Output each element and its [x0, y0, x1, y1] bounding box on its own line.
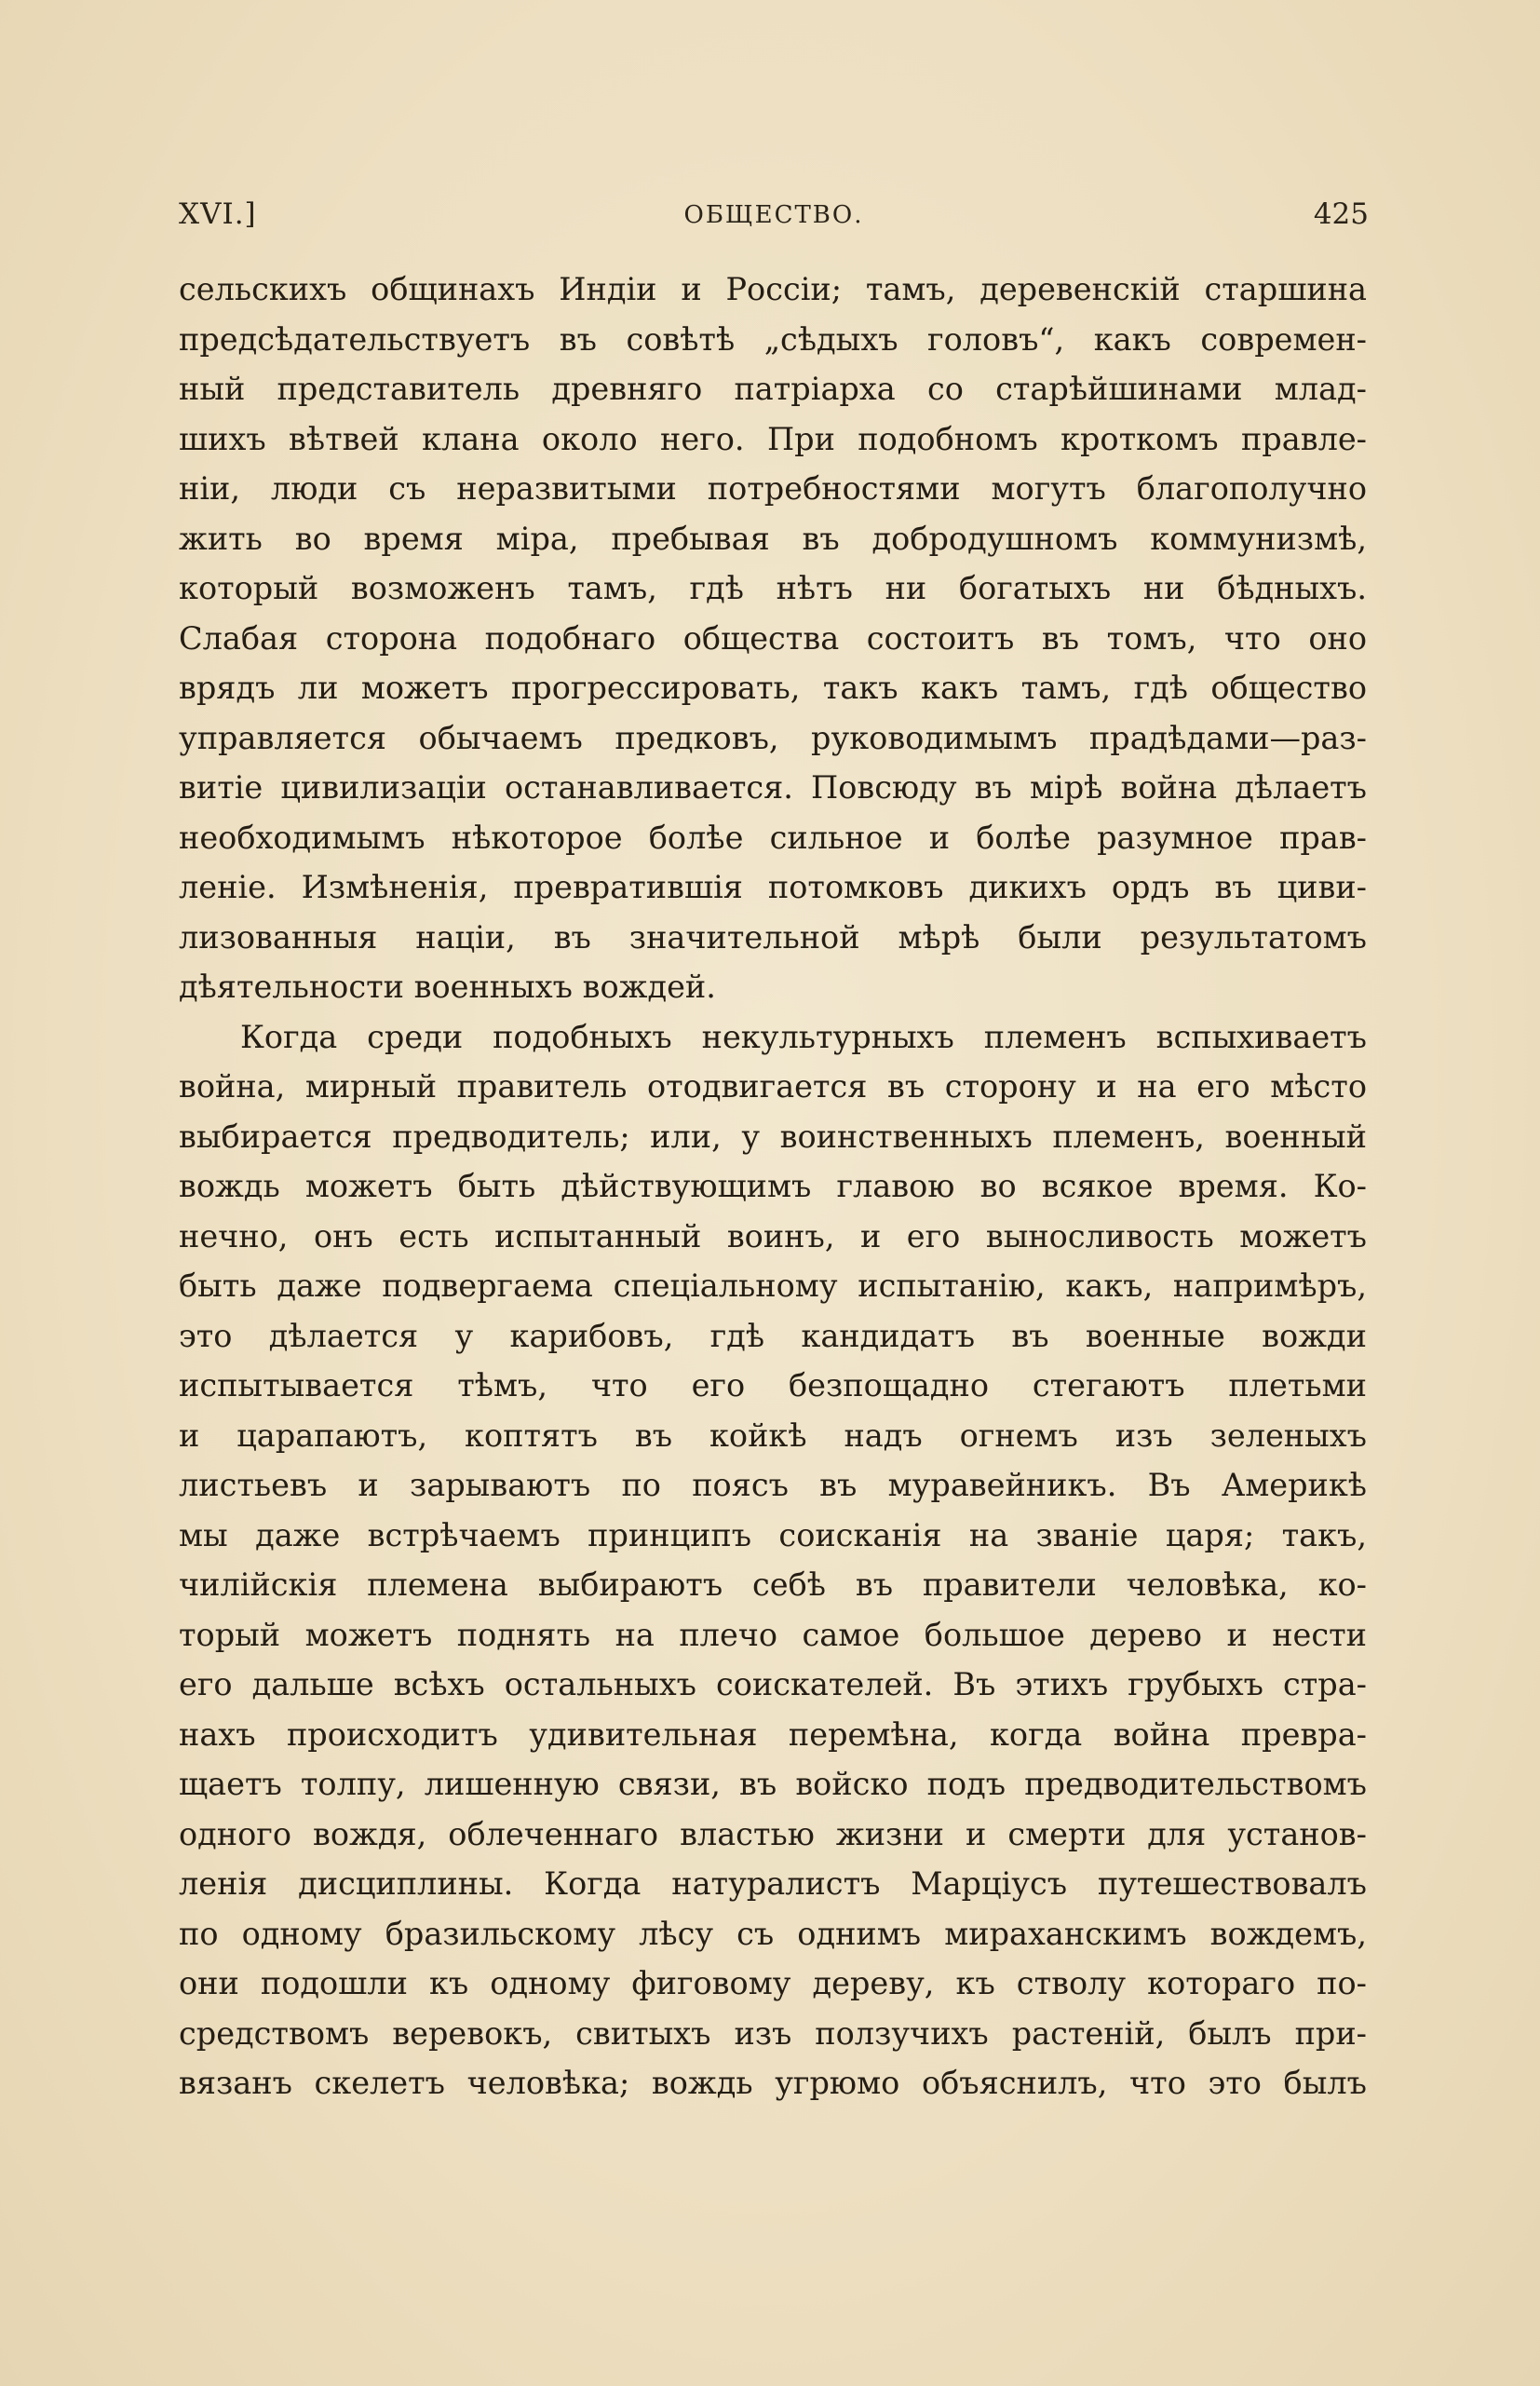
text-line: ленія дисциплины. Когда натуралистъ Марціусъ путешествовалъ [179, 1865, 1367, 1902]
text-line: сельскихъ общинахъ Индіи и Россіи; тамъ, деревенскій старшина [179, 271, 1367, 307]
running-header [179, 197, 1369, 244]
text-line: врядъ ли можетъ прогрессировать, такъ какъ тамъ, гдѣ общество [179, 670, 1367, 706]
text-line: вождь можетъ быть дѣйствующимъ главою во всякое время. Ко- [179, 1168, 1367, 1204]
body-text [179, 264, 1367, 2108]
text-line: ніи, люди съ неразвитыми потребностями могутъ благополучно [179, 470, 1367, 507]
text-line: вязанъ скелетъ человѣка; вождь угрюмо объяснилъ, что это былъ [179, 2065, 1367, 2101]
text-line: Слабая сторона подобнаго общества состоитъ въ томъ, что оно [179, 619, 1367, 657]
text-line: нахъ происходитъ удивительная перемѣна, когда война превра- [179, 1715, 1367, 1753]
text-line: его дальше всѣхъ остальныхъ соискателей. Въ этихъ грубыхъ стра- [179, 1666, 1367, 1702]
text-line: предсѣдательствуетъ въ совѣтѣ „сѣдыхъ головъ“, какъ современ- [179, 320, 1367, 358]
text-line: необходимымъ нѣкоторое болѣе сильное и болѣе разумное прав- [179, 819, 1367, 856]
text-line: и царапаютъ, коптятъ въ койкѣ надъ огнемъ изъ зеленыхъ [179, 1417, 1367, 1454]
text-line: средствомъ веревокъ, свитыхъ изъ ползучихъ растеній, былъ при- [179, 2014, 1367, 2052]
text-line: мы даже встрѣчаемъ принципъ соисканія на званіе царя; такъ, [179, 1516, 1367, 1553]
text-line: листьевъ и зарываютъ по поясъ въ муравейникъ. Въ Америкѣ [179, 1467, 1367, 1503]
text-line: испытывается тѣмъ, что его безпощадно стегаютъ плетьми [179, 1367, 1367, 1403]
text-line: нечно, онъ есть испытанный воинъ, и его выносливость можетъ [179, 1217, 1367, 1254]
page-number: 425 [1313, 197, 1369, 231]
text-line: ный представитель древняго патріарха со старѣйшинами млад- [179, 371, 1367, 407]
text-line: жить во время міра, пребывая въ добродушномъ коммунизмѣ, [179, 520, 1367, 557]
text-line: который возможенъ тамъ, гдѣ нѣтъ ни богатыхъ ни бѣдныхъ. [179, 570, 1367, 606]
text-line: дѣятельности военныхъ вождей. [179, 969, 716, 1005]
text-line: выбирается предводитель; или, у воинственныхъ племенъ, военный [179, 1118, 1367, 1155]
text-line: по одному бразильскому лѣсу съ однимъ мираханскимъ вождемъ, [179, 1915, 1367, 1952]
text-line: щаетъ толпу, лишенную связи, въ войско подъ предводительствомъ [179, 1766, 1367, 1802]
text-line: быть даже подвергаема спеціальному испытанію, какъ, напримѣръ, [179, 1268, 1367, 1304]
text-line: это дѣлается у карибовъ, гдѣ кандидатъ въ военные вожди [179, 1317, 1367, 1354]
text-line: они подошли къ одному фиговому дереву, къ стволу котораго по- [179, 1965, 1367, 2001]
text-line: чилійскія племена выбираютъ себѣ въ правители человѣка, ко- [179, 1566, 1367, 1603]
text-line: шихъ вѣтвей клана около него. При подобномъ кроткомъ правле- [179, 420, 1367, 457]
text-line: Когда среди подобныхъ некультурныхъ племенъ вспыхиваетъ [240, 1018, 1367, 1055]
text-line: одного вождя, облеченнаго властью жизни и смерти для установ- [179, 1815, 1367, 1852]
text-line: война, мирный правитель отодвигается въ сторону и на его мѣсто [179, 1068, 1367, 1105]
page-title: ОБЩЕСТВО. [683, 201, 864, 229]
text-line: витіе цивилизаціи останавливается. Повсюду въ мірѣ война дѣлаетъ [179, 769, 1367, 806]
text-line: управляется обычаемъ предковъ, руководимымъ прадѣдами—раз- [179, 719, 1367, 756]
chapter-marker: XVI.] [179, 197, 257, 231]
text-line: торый можетъ поднять на плечо самое большое дерево и нести [179, 1616, 1367, 1653]
text-line: лизованныя націи, въ значительной мѣрѣ были результатомъ [179, 918, 1367, 956]
text-line: леніе. Измѣненія, превратившія потомковъ дикихъ ордъ въ циви- [179, 869, 1367, 905]
